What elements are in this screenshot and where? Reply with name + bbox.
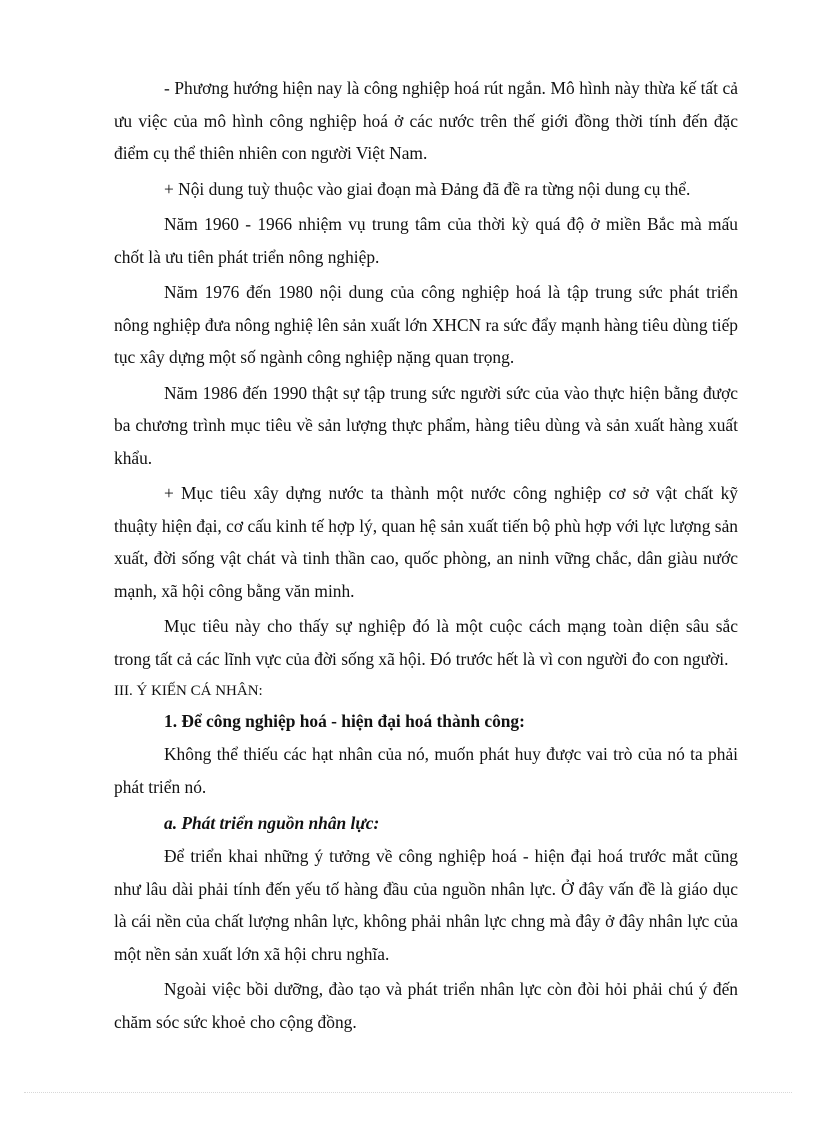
- paragraph-content-by-stage: + Nội dung tuỳ thuộc vào giai đoạn mà Đảng đã đề ra từng nội dung cụ thể.: [164, 178, 691, 199]
- section-heading: III. Ý KIẾN CÁ NHÂN:: [114, 683, 263, 699]
- paragraph-1960-1966: Năm 1960 - 1966 nhiệm vụ trung tâm của thời kỳ quá độ ở miền Bắc mà mấu chốt là ưu tiên phát triển nông nghiệp.: [114, 214, 738, 267]
- paragraph-human-resources: Để triển khai những ý tưởng về công nghiệp hoá - hiện đại hoá trước mắt cũng như lâu dài phải tính đến yếu tố hàng đầu của nguồn nhân lực. Ở đây vấn đề là giáo dục là cái nền của chất lượng nhân lực, không phải nhân lực chng mà đây ở đây nhân lực của một nền sản xuất lớn xã hội chru nghĩa.: [114, 846, 738, 964]
- paragraph-core-factors: Không thể thiếu các hạt nhân của nó, muốn phát huy được vai trò của nó ta phải phát triển nó.: [114, 744, 738, 797]
- paragraph-goal: + Mục tiêu xây dựng nước ta thành một nước công nghiệp cơ sở vật chất kỹ thuậty hiện đại, cơ cấu kinh tế hợp lý, quan hệ sản xuất tiến bộ phù hợp với lực lượng sản xuất, đời sống vật chát và tinh thần cao, quốc phòng, an ninh vững chắc, dân giàu nước mạnh, xã hội công bằng văn minh.: [114, 483, 738, 601]
- page-footer-divider: [24, 1092, 792, 1093]
- paragraph-goal-summary: Mục tiêu này cho thấy sự nghiệp đó là một cuộc cách mạng toàn diện sâu sắc trong tất cả các lĩnh vực của đời sống xã hội. Đó trước hết là vì con người đo con người.: [114, 616, 738, 669]
- subheading-1: 1. Để công nghiệp hoá - hiện đại hoá thành công:: [164, 711, 525, 731]
- subheading-a: a. Phát triển nguồn nhân lực:: [164, 813, 380, 833]
- paragraph-healthcare: Ngoài việc bồi dưỡng, đào tạo và phát triển nhân lực còn đòi hỏi phải chú ý đến chăm sóc sức khoẻ cho cộng đồng.: [114, 979, 738, 1032]
- document-page: [114, 72, 738, 1041]
- paragraph-1986-1990: Năm 1986 đến 1990 thật sự tập trung sức người sức của vào thực hiện bằng được ba chương trình mục tiêu về sản lượng thực phẩm, hàng tiêu dùng và sản xuất hàng xuất khẩu.: [114, 382, 738, 468]
- paragraph-1976-1980: Năm 1976 đến 1980 nội dung của công nghiệp hoá là tập trung sức phát triển nông nghiệp đưa nông nghiệ lên sản xuất lớn XHCN ra sức đẩy mạnh hàng tiêu dùng tiếp tục xây dựng một số ngành công nghiệp nặng quan trọng.: [114, 282, 738, 367]
- paragraph-industrialization-direction: - Phương hướng hiện nay là công nghiệp hoá rút ngắn. Mô hình này thừa kế tất cả ưu việc của mô hình công nghiệp hoá ở các nước trên thế giới đồng thời tính đến đặc điểm cụ thể thiên nhiên con người Việt Nam.: [114, 78, 738, 163]
